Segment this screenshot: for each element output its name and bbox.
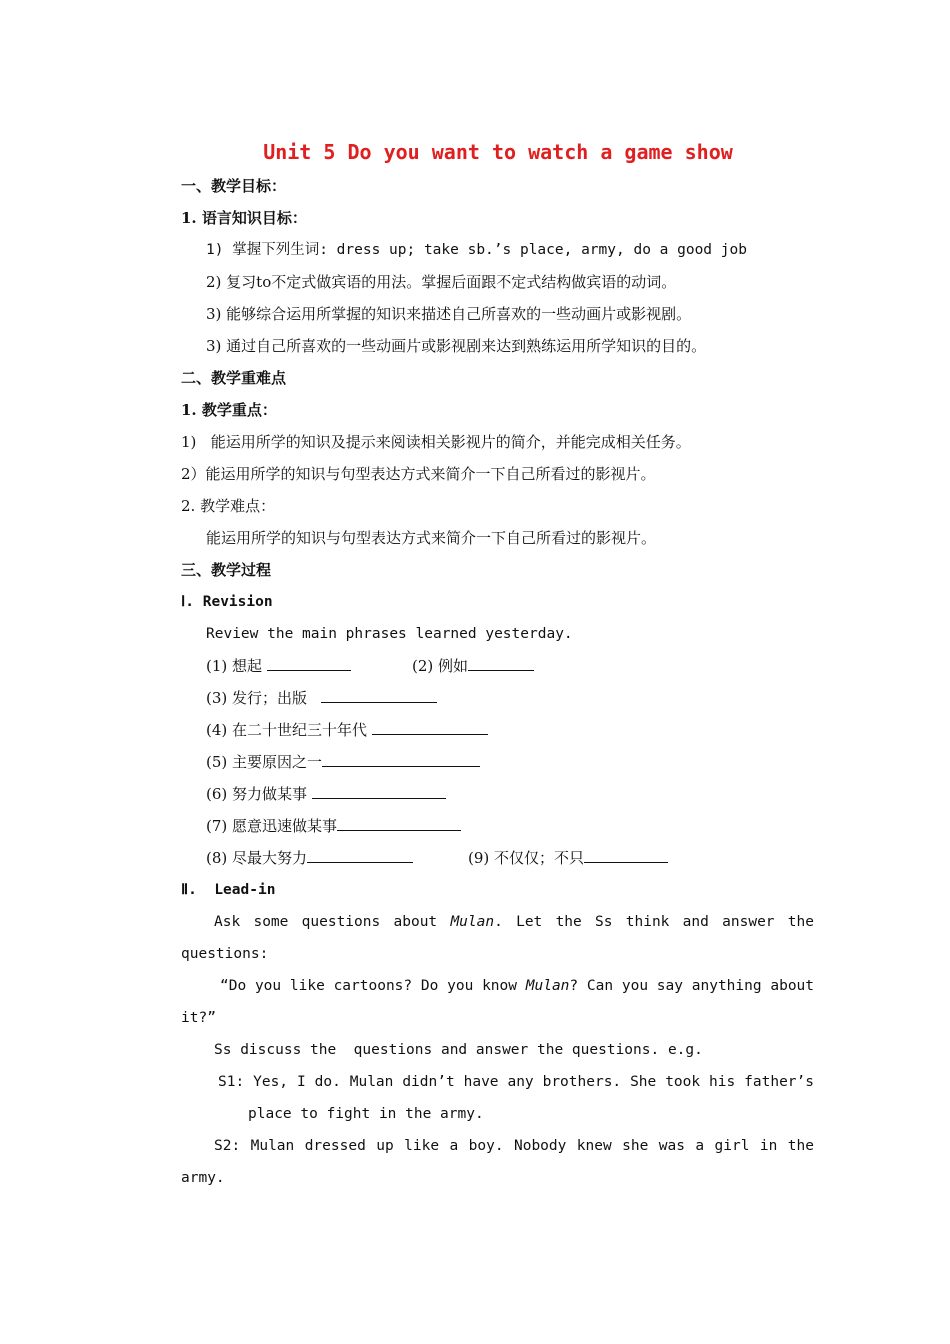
phrase-item: (7) 愿意迅速做某事 bbox=[206, 816, 461, 836]
goal-item: 3) 能够综合运用所掌握的知识来描述自己所喜欢的一些动画片或影视剧。 bbox=[206, 305, 692, 323]
phrase-item: (5) 主要原因之一 bbox=[206, 752, 480, 772]
key-point-item: 1) 能运用所学的知识及提示来阅读相关影视片的简介，并能完成相关任务。 bbox=[181, 433, 691, 451]
section-heading-process: 三、教学过程 bbox=[181, 561, 272, 579]
section-heading-goals: 一、教学目标： bbox=[181, 177, 287, 195]
difficulty-item: 能运用所学的知识与句型表达方式来简介一下自己所看过的影视片。 bbox=[206, 529, 657, 547]
goal-item: 3) 通过自己所喜欢的一些动画片或影视剧来达到熟练运用所学知识的目的。 bbox=[206, 337, 707, 355]
answer-blank[interactable] bbox=[307, 848, 413, 863]
student-answer-s1-cont: place to fight in the army. bbox=[248, 1106, 484, 1122]
student-answer-s2: S2: Mulan dressed up like a boy. Nobody knew she was a girl in the bbox=[214, 1138, 814, 1154]
quote-paragraph: “Do you like cartoons? Do you know Mulan? Can you say anything about bbox=[220, 978, 815, 994]
goal-item: 2) 复习to不定式做宾语的用法。掌握后面跟不定式结构做宾语的动词。 bbox=[206, 273, 677, 291]
lead-in-paragraph: Ask some questions about Mulan. Let the Ss think and answer the bbox=[214, 914, 814, 930]
lead-in-paragraph-cont: questions: bbox=[181, 946, 269, 962]
phrase-item: (3) 发行；出版 bbox=[206, 688, 437, 708]
answer-blank[interactable] bbox=[584, 848, 668, 863]
answer-blank[interactable] bbox=[372, 720, 488, 735]
phrase-item: (4) 在二十世纪三十年代 bbox=[206, 720, 488, 740]
page-title: Unit 5 Do you want to watch a game show bbox=[263, 140, 733, 164]
phrase-item: (9) 不仅仅；不只 bbox=[468, 848, 668, 868]
student-answer-s1: S1: Yes, I do. Mulan didn’t have any brothers. She took his father’s bbox=[218, 1074, 814, 1090]
answer-blank[interactable] bbox=[321, 688, 437, 703]
phrase-item: (2) 例如 bbox=[412, 656, 534, 676]
revision-intro: Review the main phrases learned yesterday. bbox=[206, 626, 573, 642]
goal-item: 1) 掌握下列生词: dress up; take sb.’s place, army, do a good job bbox=[206, 242, 747, 258]
subheading-key-points: 1. 教学重点： bbox=[181, 401, 277, 419]
answer-blank[interactable] bbox=[468, 656, 534, 671]
student-answer-s2-cont: army. bbox=[181, 1170, 225, 1186]
answer-blank[interactable] bbox=[322, 752, 480, 767]
answer-blank[interactable] bbox=[312, 784, 446, 799]
discuss-line: Ss discuss the questions and answer the questions. e.g. bbox=[214, 1042, 703, 1058]
subheading-difficulties: 2. 教学难点： bbox=[181, 497, 276, 515]
answer-blank[interactable] bbox=[267, 656, 351, 671]
answer-blank[interactable] bbox=[337, 816, 461, 831]
phrase-item: (8) 尽最大努力 bbox=[206, 848, 413, 868]
lead-in-heading: Ⅱ. Lead-in bbox=[181, 882, 276, 898]
subheading-language-goals: 1. 语言知识目标： bbox=[181, 209, 307, 227]
quote-paragraph-cont: it?” bbox=[181, 1010, 216, 1026]
key-point-item: 2）能运用所学的知识与句型表达方式来简介一下自己所看过的影视片。 bbox=[181, 465, 656, 483]
section-heading-key-points: 二、教学重难点 bbox=[181, 369, 287, 387]
phrase-item: (6) 努力做某事 bbox=[206, 784, 446, 804]
phrase-item: (1) 想起 bbox=[206, 656, 351, 676]
revision-heading: Ⅰ. Revision bbox=[181, 594, 273, 610]
